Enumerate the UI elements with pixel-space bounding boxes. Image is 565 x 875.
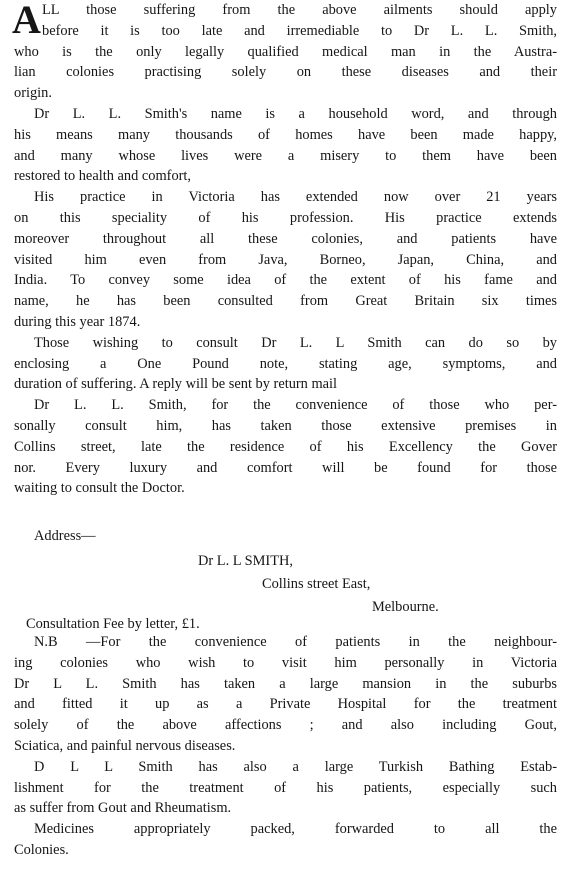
text-line-content: moreover throughout all these colonies, and patients have (14, 230, 557, 247)
text-line (0, 312, 565, 332)
text-line (0, 270, 565, 290)
text-line (0, 62, 565, 82)
text-line-content: during this year 1874. (14, 314, 141, 330)
text-line-content: N.B —For the convenience of patients in the neighbour- (34, 634, 557, 650)
text-line (0, 478, 565, 498)
text-line-content: his means many thousands of homes have been made happy, (14, 126, 557, 143)
text-line-content: waiting to consult the Doctor. (14, 480, 185, 497)
text-line-content: sonally consult him, has taken those extensive premises in (14, 418, 557, 434)
text-line (0, 104, 565, 124)
text-line (0, 694, 565, 714)
text-line-content: Dr L. L. Smith's name is a household word, and through (34, 106, 557, 122)
text-line-content: nor. Every luxury and comfort will be found for those (14, 459, 557, 476)
text-line (0, 778, 565, 798)
text-line (0, 0, 565, 20)
text-line (0, 250, 565, 270)
text-line-content: LL those suffering from the above ailments should apply (42, 2, 557, 18)
signature-city-text: Melbourne. (372, 599, 439, 615)
text-line (0, 840, 565, 860)
text-line-content: origin. (14, 85, 52, 102)
text-line (0, 653, 565, 673)
text-line (0, 757, 565, 777)
text-line-content: lian colonies practising solely on these diseases and their (14, 64, 557, 81)
text-line (0, 354, 565, 374)
text-line-content: and fitted it up as a Private Hospital for the treatment (14, 696, 557, 713)
text-line (0, 416, 565, 436)
text-line-content: enclosing a One Pound note, stating age, symptoms, and (14, 355, 557, 372)
text-line-content: visited him even from Java, Borneo, Japan, China, and (14, 251, 557, 268)
text-line-content: duration of suffering. A reply will be sent by return mail (14, 376, 338, 393)
text-line-content: D L L Smith has also a large Turkish Bathing Estab- (34, 758, 557, 775)
text-line-content: restored to health and comfort, (14, 168, 192, 185)
text-line-content: Collins street, late the residence of his Excellency the Gover (14, 438, 557, 455)
text-line (0, 229, 565, 249)
text-line (0, 187, 565, 207)
consultation-fee (0, 614, 565, 634)
text-line-content: Colonies. (14, 842, 69, 858)
text-line (0, 166, 565, 186)
text-line (0, 146, 565, 166)
text-line (0, 674, 565, 694)
text-line-content: who is the only legally qualified medical man in the Austra- (14, 43, 557, 60)
text-line-content: His practice in Victoria has extended now over 21 years (34, 189, 557, 206)
text-line (0, 798, 565, 818)
drop-cap: A (12, 0, 41, 42)
text-line-content: as suffer from Gout and Rheumatism. (14, 800, 232, 817)
text-line (0, 819, 565, 839)
text-line (0, 125, 565, 145)
text-line-content: Sciatica, and painful nervous diseases. (14, 738, 236, 754)
text-line-content: ing colonies who wish to visit him personally in Victoria (14, 654, 557, 671)
text-line-content: name, he has been consulted from Great Britain six times (14, 293, 557, 310)
text-line-content: solely of the above affections ; and also including Gout, (14, 717, 557, 734)
text-line (0, 208, 565, 228)
consultation-fee-text: Consultation Fee by letter, £1. (26, 616, 200, 632)
text-line (0, 374, 565, 394)
text-line (0, 291, 565, 311)
signature-name (0, 551, 565, 571)
text-line-content: lishment for the treatment of his patients, especially such (14, 779, 557, 796)
text-line (0, 83, 565, 103)
text-line (0, 715, 565, 735)
text-line (0, 458, 565, 478)
text-line (0, 333, 565, 353)
text-line-content: Dr L. L. Smith, for the convenience of those who per- (34, 397, 557, 414)
text-line-content: India. To convey some idea of the extent of his fame and (14, 272, 557, 289)
text-line (0, 632, 565, 652)
signature-name-text: Dr L. L SMITH, (198, 553, 293, 569)
address-label (0, 526, 565, 546)
text-line-content: Medicines appropriately packed, forwarded to all the (34, 821, 557, 838)
text-line-content: Dr L L. Smith has taken a large mansion in the suburbs (14, 675, 557, 692)
text-line (0, 42, 565, 62)
text-line (0, 736, 565, 756)
text-line (0, 395, 565, 415)
address-label-text: Address— (34, 528, 96, 544)
text-line-content: before it is too late and irremediable to Dr L. L. Smith, (42, 22, 557, 39)
signature-street-text: Collins street East, (262, 576, 371, 592)
text-line (0, 437, 565, 457)
text-line (0, 21, 565, 41)
signature-street (0, 574, 565, 594)
text-line-content: and many whose lives were a misery to them have been (14, 147, 557, 164)
text-line-content: Those wishing to consult Dr L. L Smith can do so by (34, 334, 557, 351)
text-line-content: on this speciality of his profession. His practice extends (14, 210, 557, 226)
